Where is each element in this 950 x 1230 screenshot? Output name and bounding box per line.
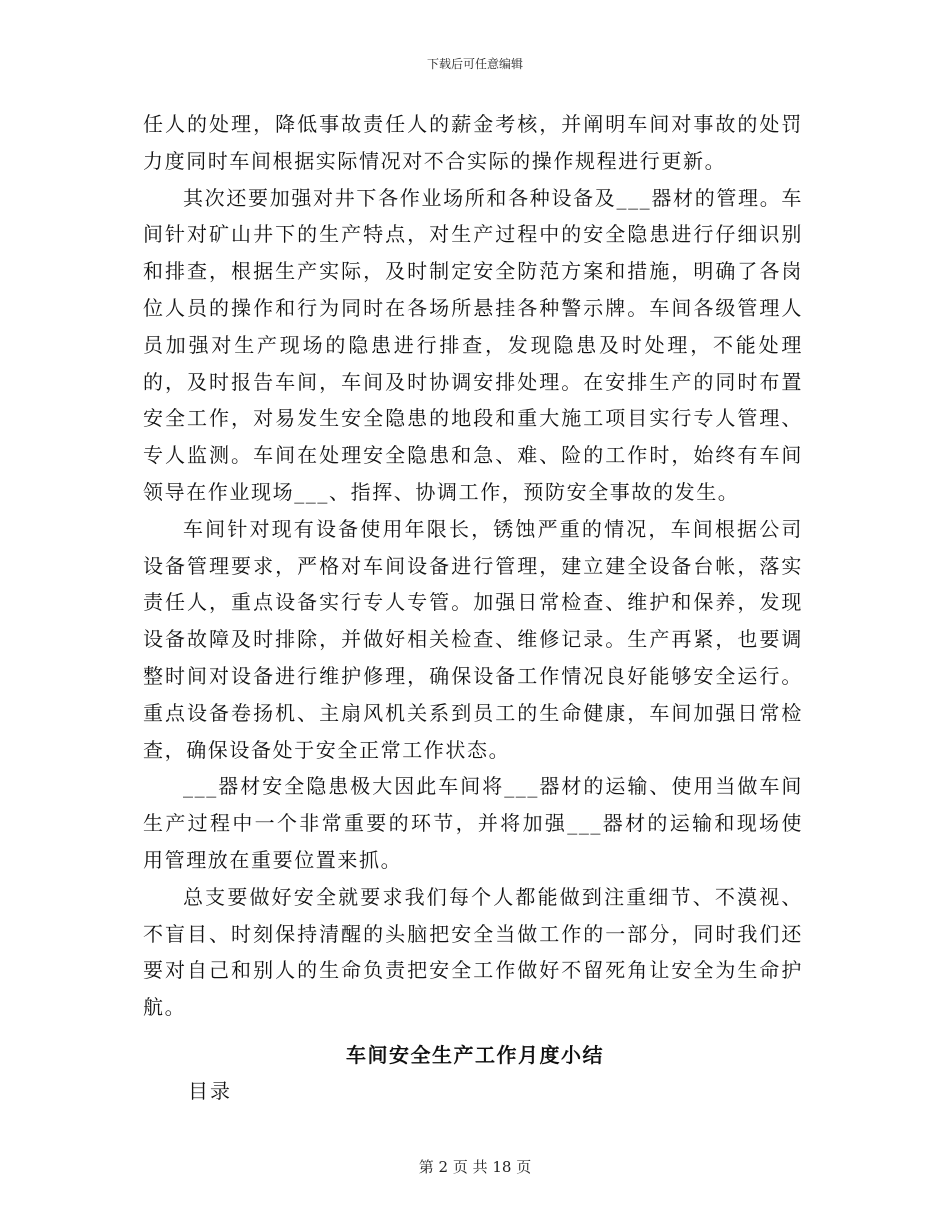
document-body — [143, 106, 803, 1026]
paragraph: 总支要做好安全就要求我们每个人都能做到注重细节、不漠视、不盲目、时刻保持清醒的头脑把安全当做工作的一部分，同时我们还要对自己和别人的生命负责把安全工作做好不留死角让安全为生命护航。 — [143, 884, 803, 1020]
section-title: 车间安全生产工作月度小结 — [346, 1043, 604, 1067]
page-footer: 第 2 页 共 18 页 — [418, 1158, 532, 1176]
toc-label: 目录 — [188, 1079, 232, 1103]
paragraph: ___器材安全隐患极大因此车间将___器材的运输、使用当做车间生产过程中一个非常重要的环节，并将加强___器材的运输和现场使用管理放在重要位置来抓。 — [143, 774, 803, 872]
paragraph: 其次还要加强对井下各作业场所和各种设备及___器材的管理。车间针对矿山井下的生产特点，对生产过程中的安全隐患进行仔细识别和排查，根据生产实际，及时制定安全防范方案和措施，明确了各岗位人员的操作和行为同时在各场所悬挂各种警示牌。车间各级管理人员加强对生产现场的隐患进行排查，发现隐患及时处理，不能处理的，及时报告车间，车间及时协调安排处理。在安排生产的同时布置安全工作，对易发生安全隐患的地段和重大施工项目实行专人管理、专人监测。车间在处理安全隐患和急、难、险的工作时，始终有车间领导在作业现场___、指挥、协调工作，预防安全事故的发生。 — [143, 185, 803, 504]
page-header: 下载后可任意编辑 — [426, 57, 523, 71]
paragraph: 车间针对现有设备使用年限长，锈蚀严重的情况，车间根据公司设备管理要求，严格对车间设备进行管理，建立建全设备台帐，落实责任人，重点设备实行专人专管。加强日常检查、维护和保养，发现设备故障及时排除，并做好相关检查、维修记录。生产再紧，也要调整时间对设备进行维护修理，确保设备工作情况良好能够安全运行。重点设备卷扬机、主扇风机关系到员工的生命健康，车间加强日常检查，确保设备处于安全正常工作状态。 — [143, 516, 803, 762]
paragraph-continuation: 任人的处理，降低事故责任人的薪金考核，并阐明车间对事故的处罚力度同时车间根据实际情况对不合实际的操作规程进行更新。 — [143, 112, 803, 173]
